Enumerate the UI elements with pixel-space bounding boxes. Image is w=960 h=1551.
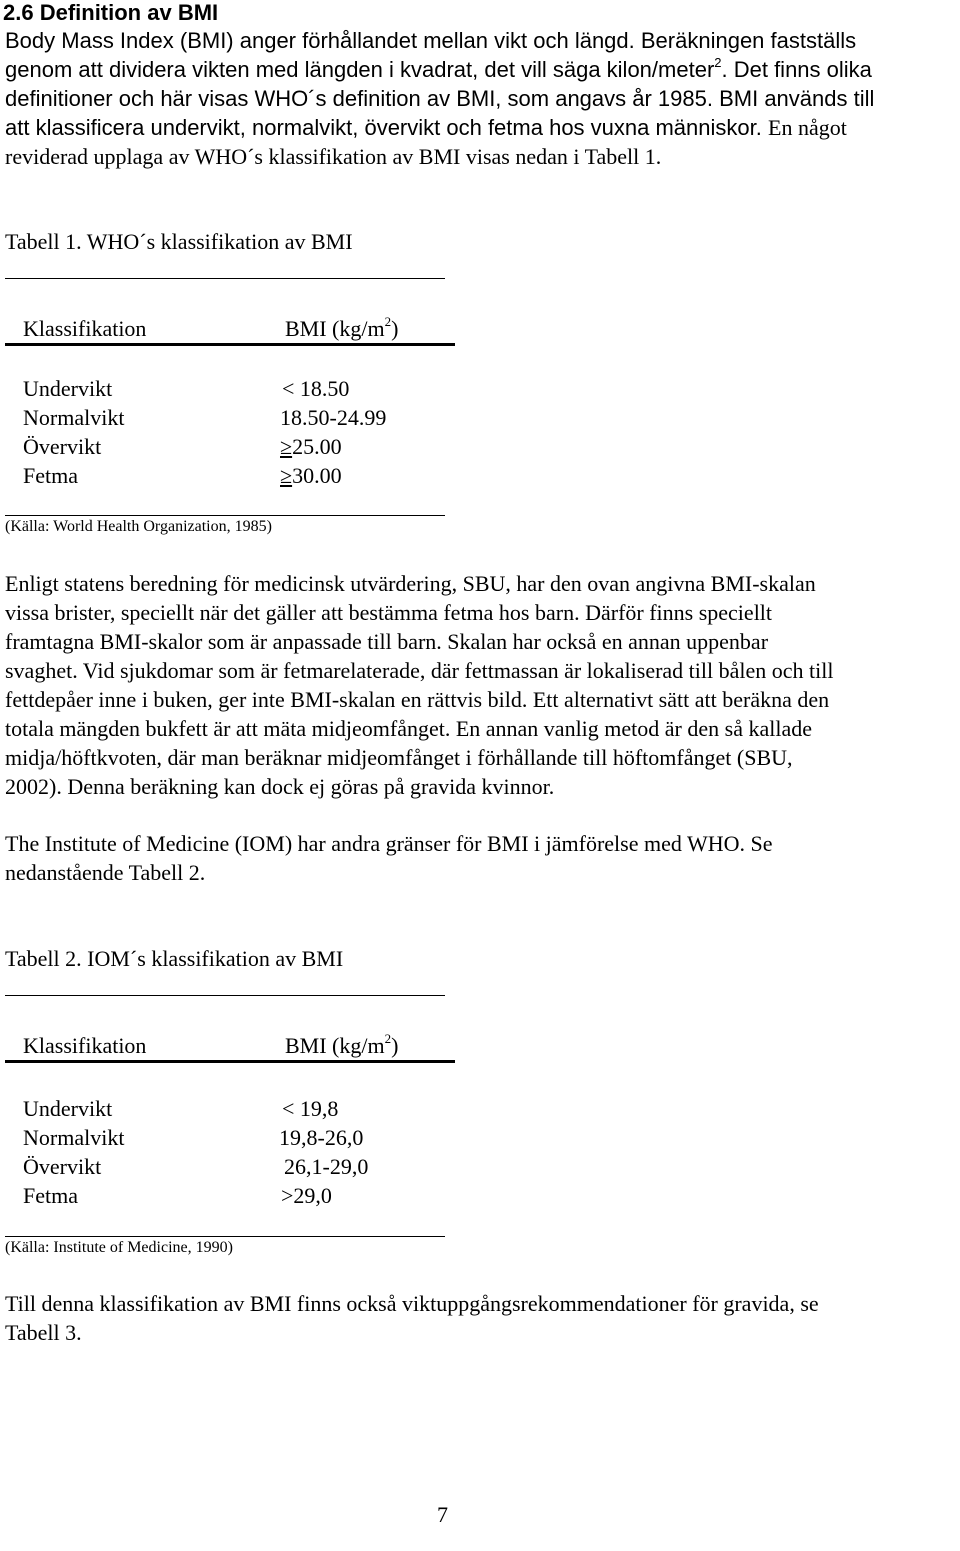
table1-header-class: Klassifikation [23, 316, 147, 341]
table1-row-value: 18.50-24.99 [280, 405, 387, 430]
para2-line: Enligt statens beredning för medicinsk utvärdering, SBU, har den ovan angivna BMI-skalan [5, 571, 816, 596]
intro-line-1: Body Mass Index (BMI) anger förhållandet mellan vikt och längd. Beräkningen fastställs [5, 28, 857, 53]
para2-line: svaghet. Vid sjukdomar som är fetmarelaterade, där fettmassan är lokaliserad till bålen och till [5, 658, 834, 683]
table2-header-class: Klassifikation [23, 1033, 147, 1058]
intro-line-4: att klassificera undervikt, normalvikt, övervikt och fetma hos vuxna människor. En något [5, 115, 847, 140]
table1-row-value: ≥30.00 [280, 463, 342, 488]
table1-row-label: Fetma [23, 463, 78, 488]
intro-line-3: definitioner och här visas WHO´s definition av BMI, som angavs år 1985. BMI används till [5, 86, 875, 111]
table1-row-value: ≥25.00 [280, 434, 342, 459]
table2-bottom-rule [5, 1236, 445, 1237]
table2-row-value: 19,8-26,0 [279, 1125, 364, 1150]
para2-line: vissa brister, speciellt när det gäller att bestämma fetma hos barn. Därför finns speciellt [5, 600, 773, 625]
table2-row-value: 26,1-29,0 [284, 1154, 369, 1179]
table1-row-label: Övervikt [23, 434, 102, 459]
para2-line: 2002). Denna beräkning kan dock ej göras på gravida kvinnor. [5, 774, 555, 799]
para2-line: totala mängden bukfett är att mäta midjeomfånget. En annan vanlig metod är den så kallade [5, 716, 812, 741]
table2-row-value: >29,0 [281, 1183, 332, 1208]
table1-row-label: Undervikt [23, 376, 113, 401]
para3-line: The Institute of Medicine (IOM) har andra gränser för BMI i jämförelse med WHO. Se [5, 831, 773, 856]
table2-top-rule [5, 995, 445, 996]
table1-top-rule [5, 278, 445, 279]
para4-line: Till denna klassifikation av BMI finns också viktuppgångsrekommendationer för gravida, se [5, 1291, 819, 1316]
page-number: 7 [437, 1502, 448, 1527]
intro-line-5: reviderad upplaga av WHO´s klassifikation av BMI visas nedan i Tabell 1. [5, 144, 662, 169]
table2-row-label: Normalvikt [23, 1125, 125, 1150]
table1-source: (Källa: World Health Organization, 1985) [5, 518, 272, 535]
table1-bottom-rule [5, 515, 445, 516]
table1-row-value: < 18.50 [282, 376, 350, 401]
intro-line-2: genom att dividera vikten med längden i kvadrat, det vill säga kilon/meter$^2$. Det finns olika [5, 54, 872, 82]
table2-row-label: Övervikt [23, 1154, 102, 1179]
table2-source: (Källa: Institute of Medicine, 1990) [5, 1239, 233, 1256]
table2-caption: Tabell 2. IOM´s klassifikation av BMI [5, 946, 344, 971]
para3-line: nedanstående Tabell 2. [5, 860, 206, 885]
table1-header-bmi: BMI $(kg/m^2)$ [285, 313, 399, 341]
para2-line: framtagna BMI-skalor som är anpassade till barn. Skalan har också en annan uppenbar [5, 629, 769, 654]
para4-line: Tabell 3. [5, 1320, 82, 1345]
table2-header-bmi: BMI $(kg/m^2)$ [285, 1030, 399, 1058]
table1-row-label: Normalvikt [23, 405, 125, 430]
table1-header-rule [5, 343, 455, 346]
table1-caption: Tabell 1. WHO´s klassifikation av BMI [5, 229, 353, 254]
table2-row-label: Undervikt [23, 1096, 113, 1121]
section-heading: 2.6 Definition av BMI [3, 0, 219, 25]
table2-row-value: < 19,8 [282, 1096, 339, 1121]
para2-line: midja/höftkvoten, där man beräknar midjeomfånget i förhållande till höftomfånget (SBU, [5, 745, 793, 770]
table2-header-rule [5, 1060, 455, 1063]
table2-row-label: Fetma [23, 1183, 78, 1208]
para2-line: fettdepåer inne i buken, ger inte BMI-skalan en rättvis bild. Ett alternativt sätt att beräkna den [5, 687, 830, 712]
